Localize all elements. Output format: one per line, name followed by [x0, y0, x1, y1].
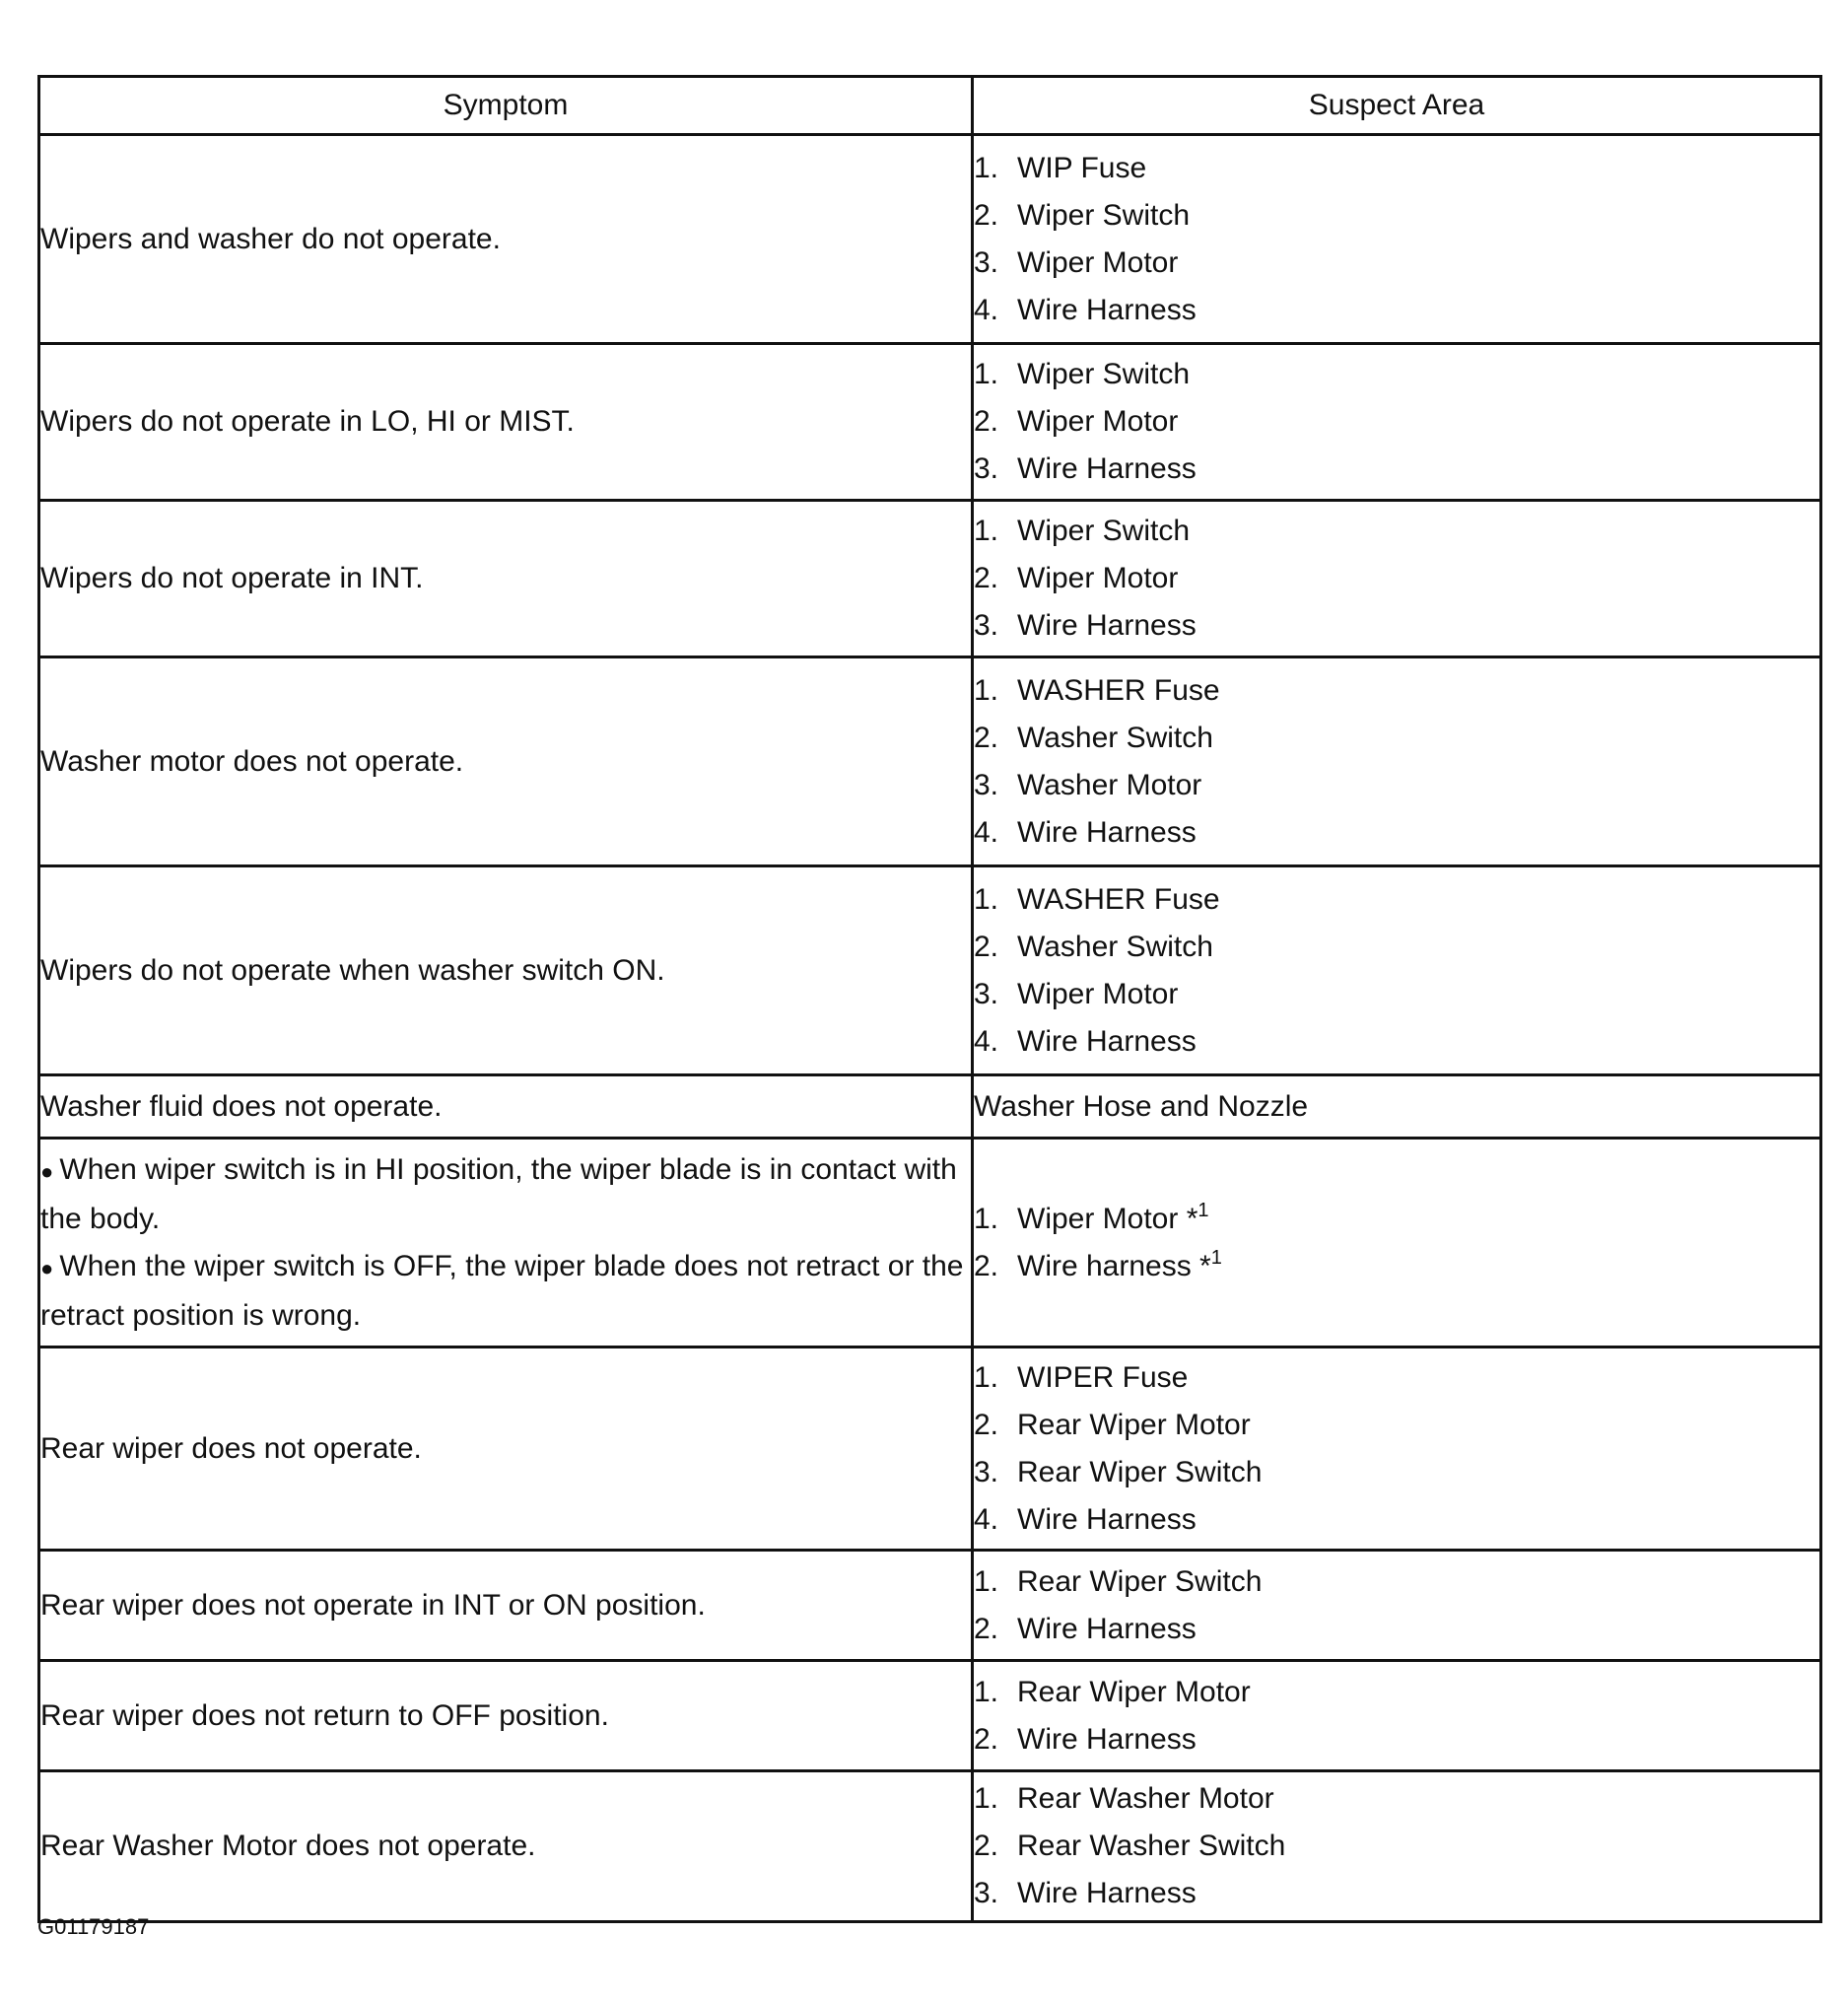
table-row — [39, 1661, 1821, 1771]
suspect-area-cell — [973, 1075, 1821, 1139]
suspect-number: 2. — [974, 198, 999, 232]
header-symptom: Symptom — [39, 77, 973, 135]
symptom-text: Washer motor does not operate. — [40, 744, 464, 778]
suspect-item — [974, 1243, 1819, 1290]
suspect-label: WIP Fuse — [1017, 151, 1147, 184]
suspect-label: Wire Harness — [1017, 293, 1197, 326]
suspect-area-cell — [973, 1551, 1821, 1661]
suspect-number: 1. — [974, 1202, 999, 1235]
symptom-text: Wipers do not operate in LO, HI or MIST. — [40, 405, 575, 438]
suspect-number: 3. — [974, 1455, 999, 1488]
suspect-item — [974, 508, 1819, 555]
suspect-number: 1. — [974, 151, 999, 184]
suspect-label: Washer Motor — [1017, 768, 1202, 801]
symptom-cell — [39, 344, 973, 501]
symptom-text: Wipers do not operate when washer switch ON. — [40, 953, 665, 987]
suspect-number: 2. — [974, 1408, 999, 1441]
bullet-icon: ● — [40, 1255, 60, 1280]
suspect-item — [974, 1196, 1819, 1243]
suspect-area-cell — [973, 1348, 1821, 1551]
suspect-number: 2. — [974, 562, 999, 594]
suspect-label: Wire Harness — [1017, 1502, 1197, 1536]
suspect-label: Wiper Motor * — [1017, 1202, 1198, 1235]
suspect-label: Wiper Switch — [1017, 515, 1191, 547]
suspect-item — [974, 1606, 1819, 1653]
suspect-area-cell — [973, 1139, 1821, 1348]
footnote-mark: 1 — [1198, 1199, 1209, 1221]
table-row — [39, 1139, 1821, 1348]
symptom-table — [37, 75, 1822, 1923]
suspect-label: Wiper Switch — [1017, 198, 1191, 232]
symptom-cell — [39, 501, 973, 657]
suspect-number: 4. — [974, 293, 999, 326]
suspect-number: 1. — [974, 1675, 999, 1708]
suspect-area-cell — [973, 1771, 1821, 1922]
symptom-cell — [39, 657, 973, 866]
suspect-item — [974, 1018, 1819, 1066]
suspect-item — [974, 809, 1819, 857]
suspect-label: Wiper Motor — [1017, 977, 1179, 1010]
suspect-label: Rear Washer Motor — [1017, 1782, 1274, 1815]
table-row — [39, 866, 1821, 1075]
suspect-number: 1. — [974, 673, 999, 707]
figure-id: G01179187 — [37, 1914, 150, 1939]
symptom-text: When wiper switch is in HI position, the wiper blade is in contact with the body. — [40, 1152, 957, 1235]
suspect-item — [974, 1716, 1819, 1763]
suspect-label: Rear Wiper Motor — [1017, 1675, 1251, 1708]
suspect-item — [974, 1558, 1819, 1606]
suspect-number: 4. — [974, 1024, 999, 1058]
suspect-item — [974, 192, 1819, 240]
suspect-label: Wiper Motor — [1017, 245, 1179, 279]
suspect-label: Washer Switch — [1017, 930, 1213, 963]
suspect-item — [974, 762, 1819, 809]
suspect-number: 1. — [974, 515, 999, 547]
symptom-cell — [39, 1075, 973, 1139]
suspect-number: 2. — [974, 1249, 999, 1282]
suspect-item — [974, 971, 1819, 1018]
suspect-label: Wire Harness — [1017, 609, 1197, 642]
suspect-number: 1. — [974, 358, 999, 390]
suspect-number: 2. — [974, 1830, 999, 1862]
header-suspect-area: Suspect Area — [973, 77, 1821, 135]
suspect-item — [974, 145, 1819, 192]
suspect-label: Rear Washer Switch — [1017, 1830, 1286, 1862]
suspect-label: Washer Switch — [1017, 721, 1213, 754]
table-row — [39, 1771, 1821, 1922]
symptom-cell — [39, 1139, 973, 1348]
symptom-cell — [39, 1661, 973, 1771]
suspect-number: 3. — [974, 452, 999, 485]
suspect-item — [974, 1449, 1819, 1496]
symptom-text: Rear wiper does not operate in INT or ON position. — [40, 1588, 706, 1622]
symptom-text: Rear wiper does not return to OFF position. — [40, 1698, 609, 1732]
suspect-item — [974, 667, 1819, 715]
suspect-item — [974, 351, 1819, 398]
suspect-area-cell — [973, 135, 1821, 344]
suspect-number: 2. — [974, 405, 999, 438]
suspect-label: Wire Harness — [1017, 452, 1197, 485]
symptom-cell — [39, 1551, 973, 1661]
suspect-label: Wiper Switch — [1017, 358, 1191, 390]
suspect-item — [974, 555, 1819, 602]
suspect-label: Rear Wiper Switch — [1017, 1564, 1263, 1598]
suspect-label: Wiper Motor — [1017, 405, 1179, 438]
suspect-number: 4. — [974, 815, 999, 849]
suspect-number: 1. — [974, 1564, 999, 1598]
suspect-item — [974, 1669, 1819, 1716]
suspect-number: 4. — [974, 1502, 999, 1536]
symptom-cell — [39, 1771, 973, 1922]
suspect-area-cell — [973, 866, 1821, 1075]
suspect-label: Wire Harness — [1017, 1877, 1197, 1909]
suspect-number: 2. — [974, 721, 999, 754]
suspect-number: 2. — [974, 930, 999, 963]
symptom-cell — [39, 866, 973, 1075]
suspect-item — [974, 1775, 1819, 1823]
symptom-cell — [39, 1348, 973, 1551]
suspect-number: 3. — [974, 609, 999, 642]
suspect-item — [974, 398, 1819, 446]
suspect-item — [974, 924, 1819, 971]
suspect-item — [974, 1823, 1819, 1870]
suspect-item — [974, 1402, 1819, 1449]
suspect-area-cell — [973, 501, 1821, 657]
suspect-label: WASHER Fuse — [1017, 673, 1220, 707]
table-row — [39, 501, 1821, 657]
symptom-text: Wipers and washer do not operate. — [40, 222, 501, 255]
suspect-label: Wire harness * — [1017, 1249, 1211, 1282]
suspect-item — [974, 1870, 1819, 1917]
suspect-item — [974, 287, 1819, 334]
suspect-label: WASHER Fuse — [1017, 882, 1220, 916]
suspect-number: 1. — [974, 882, 999, 916]
suspect-item — [974, 446, 1819, 493]
table-row — [39, 1075, 1821, 1139]
suspect-item — [974, 240, 1819, 287]
table-row — [39, 344, 1821, 501]
suspect-item — [974, 876, 1819, 924]
suspect-label: Wire Harness — [1017, 1024, 1197, 1058]
suspect-number: 2. — [974, 1722, 999, 1756]
symptom-text: Rear wiper does not operate. — [40, 1431, 422, 1465]
suspect-item — [974, 1496, 1819, 1544]
suspect-item — [974, 1354, 1819, 1402]
suspect-number: 3. — [974, 977, 999, 1010]
footnote-mark: 1 — [1210, 1246, 1222, 1269]
symptom-text: Wipers do not operate in INT. — [40, 562, 424, 594]
symptom-text: Washer fluid does not operate. — [40, 1089, 443, 1123]
suspect-area-cell — [973, 657, 1821, 866]
suspect-item — [974, 602, 1819, 650]
symptom-bullet — [40, 1146, 971, 1243]
suspect-number: 3. — [974, 245, 999, 279]
symptom-bullet — [40, 1243, 971, 1340]
symptom-text: When the wiper switch is OFF, the wiper blade does not retract or the retract position is wrong. — [40, 1249, 964, 1332]
table-row — [39, 135, 1821, 344]
table-header-row — [39, 77, 1821, 135]
suspect-label: Wire Harness — [1017, 815, 1197, 849]
suspect-number: 3. — [974, 1877, 999, 1909]
bullet-icon: ● — [40, 1158, 60, 1184]
suspect-label: WIPER Fuse — [1017, 1360, 1189, 1394]
suspect-label: Rear Wiper Motor — [1017, 1408, 1251, 1441]
suspect-item: Washer Hose and Nozzle — [974, 1089, 1309, 1123]
symptom-text: Rear Washer Motor does not operate. — [40, 1830, 536, 1862]
suspect-area-cell — [973, 344, 1821, 501]
symptom-cell — [39, 135, 973, 344]
suspect-label: Wire Harness — [1017, 1722, 1197, 1756]
suspect-label: Rear Wiper Switch — [1017, 1455, 1263, 1488]
suspect-number: 1. — [974, 1782, 999, 1815]
suspect-number: 3. — [974, 768, 999, 801]
suspect-label: Wire Harness — [1017, 1612, 1197, 1645]
table-row — [39, 1348, 1821, 1551]
table-row — [39, 657, 1821, 866]
suspect-item — [974, 715, 1819, 762]
suspect-number: 2. — [974, 1612, 999, 1645]
suspect-area-cell — [973, 1661, 1821, 1771]
table-row — [39, 1551, 1821, 1661]
suspect-label: Wiper Motor — [1017, 562, 1179, 594]
suspect-number: 1. — [974, 1360, 999, 1394]
